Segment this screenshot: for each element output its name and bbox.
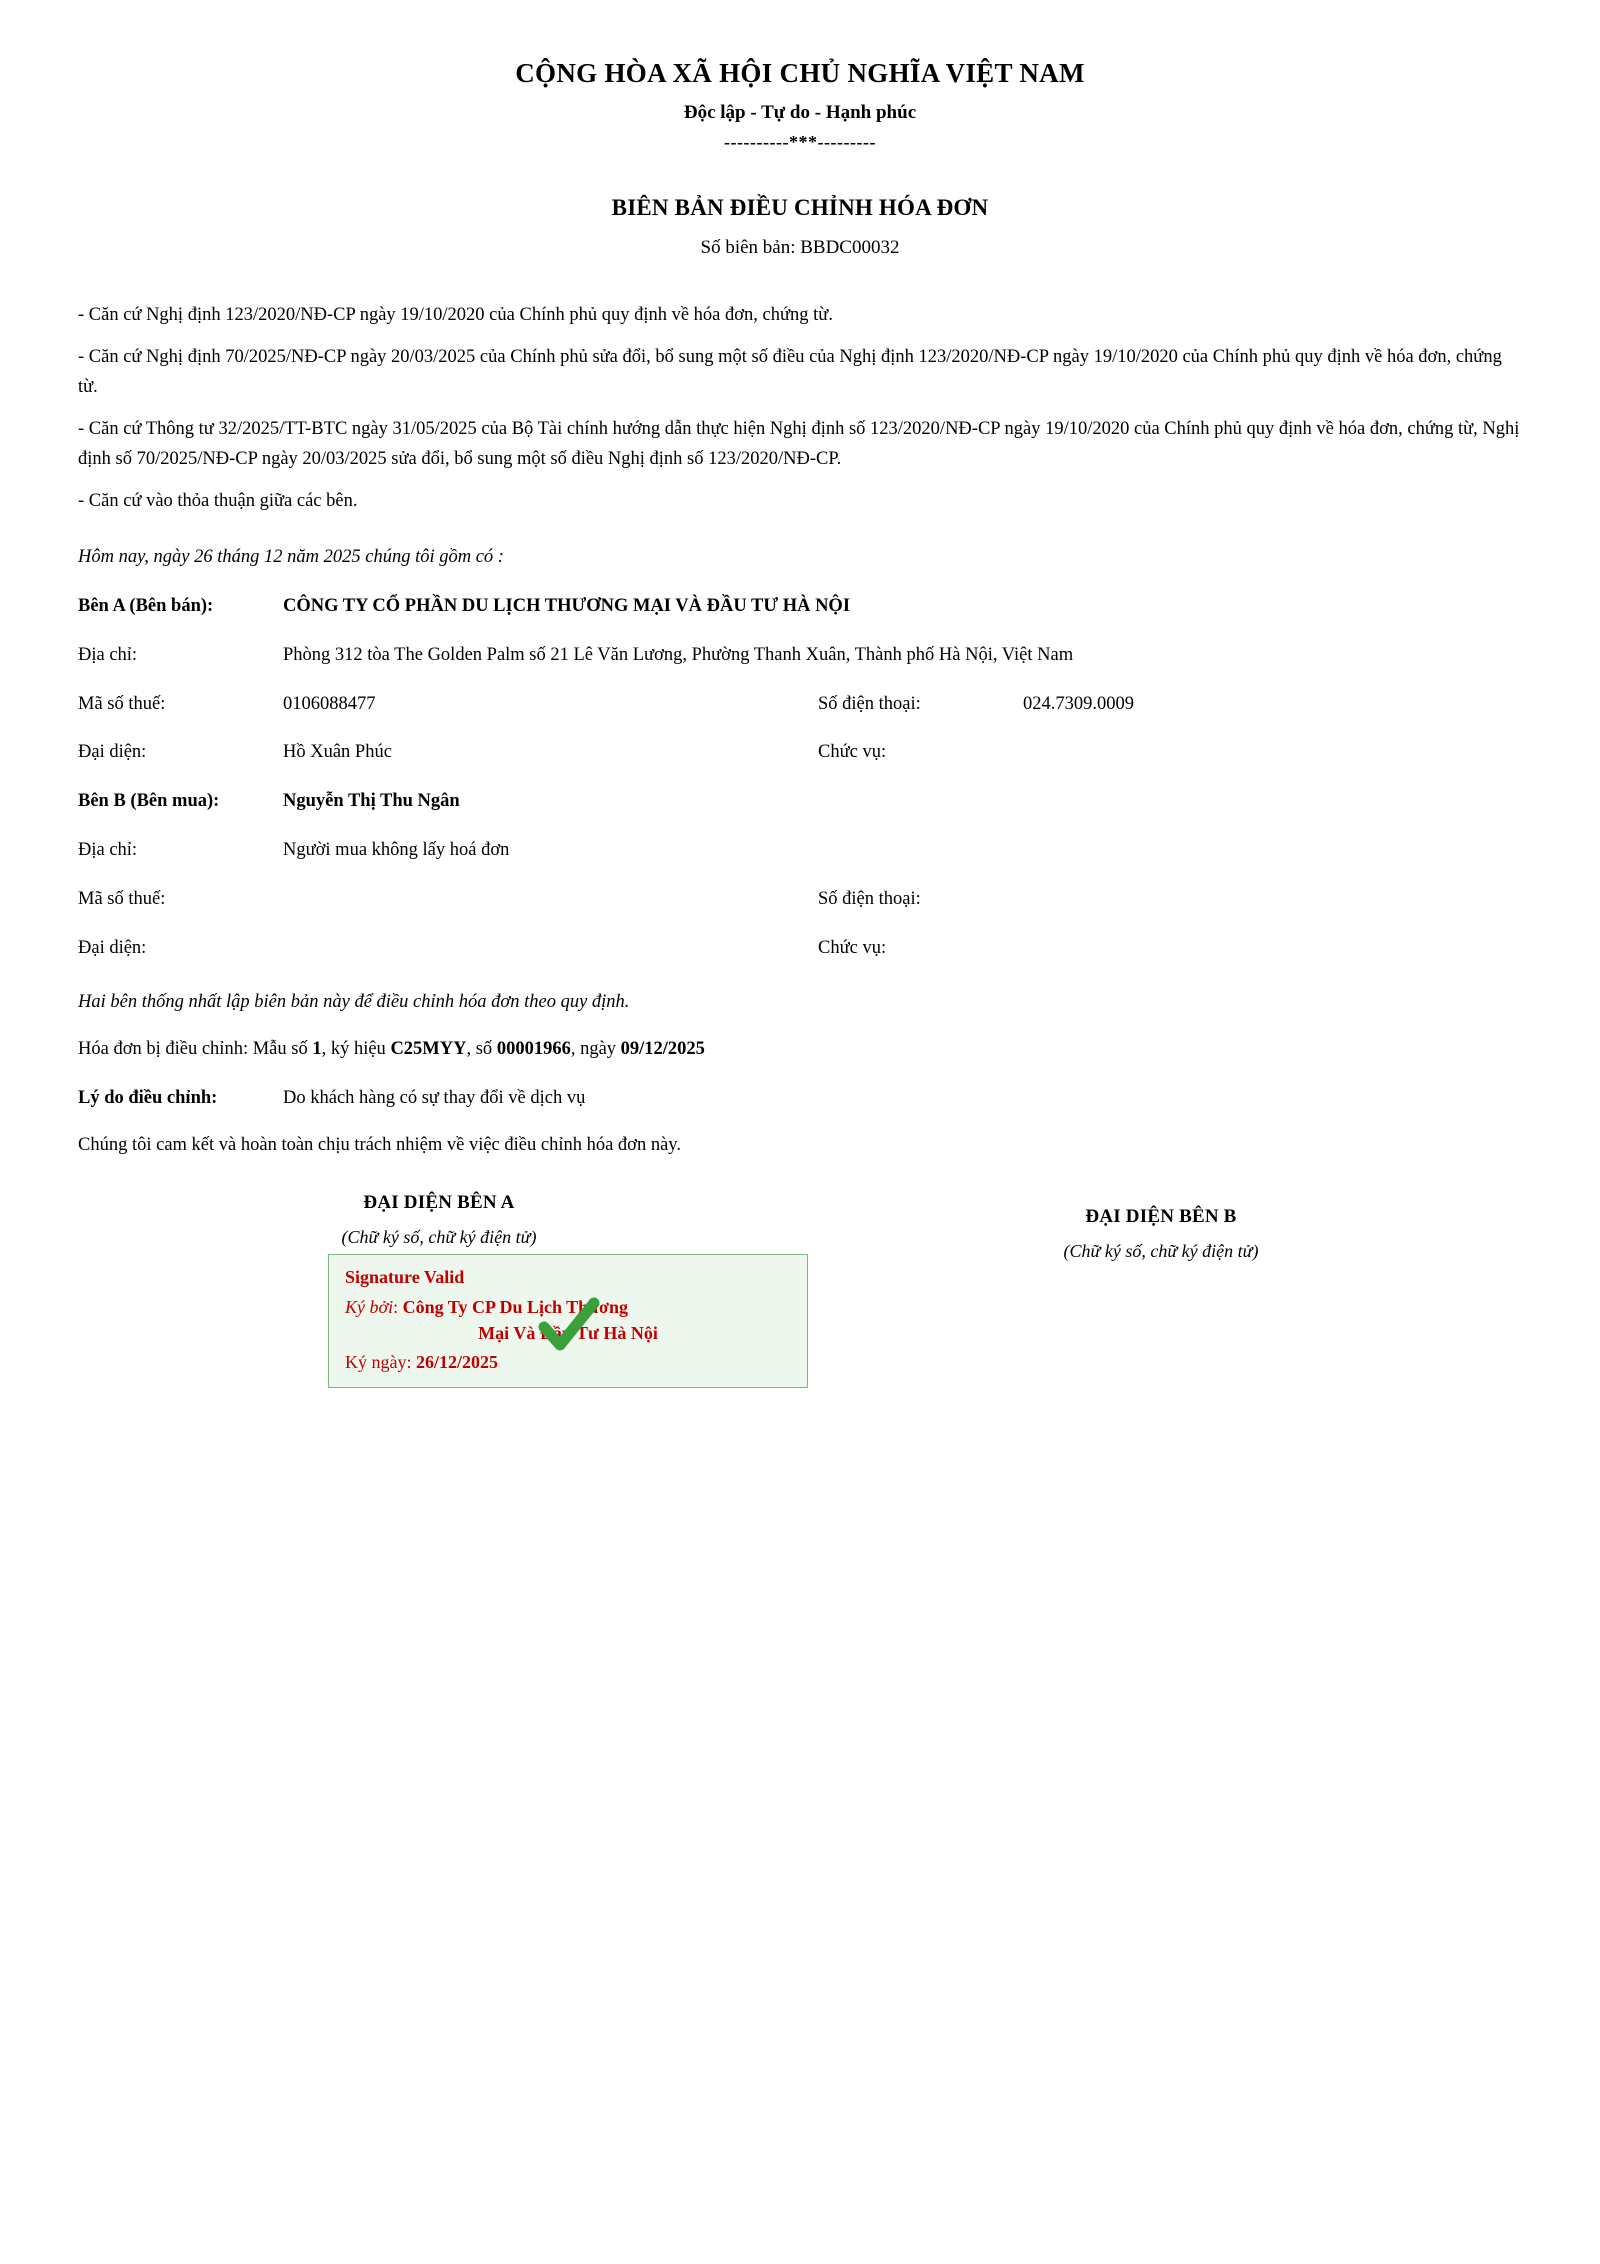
party-b-label: Bên B (Bên mua): [78, 791, 220, 812]
adjusted-invoice-mid3: , ngày [570, 1038, 621, 1059]
signature-block-a [78, 1191, 800, 1373]
adjusted-invoice-date: 09/12/2025 [620, 1038, 705, 1059]
header-separator: ----------***--------- [724, 132, 876, 152]
signed-by-sep: : [393, 1296, 403, 1317]
party-a-rep-row [78, 740, 1522, 766]
signature-b-title: ĐẠI DIỆN BÊN B [1085, 1205, 1237, 1227]
signature-b-subtitle: (Chữ ký số, chữ ký điện tử) [1063, 1240, 1259, 1261]
adjusted-invoice-prefix: Hóa đơn bị điều chỉnh: Mẫu số [78, 1038, 313, 1059]
party-b-tax-label: Mã số thuế: [78, 889, 166, 910]
party-b-address-row [78, 838, 1522, 864]
adjusted-invoice-number: 00001966 [496, 1038, 571, 1059]
signature-valid-text: Signature Valid [345, 1266, 465, 1287]
signature-section [78, 1191, 1522, 1373]
party-a-address-label: Địa chỉ: [78, 644, 138, 665]
party-a-label: Bên A (Bên bán): [78, 595, 214, 616]
reason-row [78, 1088, 1522, 1109]
reason-label: Lý do điều chỉnh: [78, 1087, 218, 1108]
legal-basis-item: - Căn cứ vào thỏa thuận giữa các bên. [78, 490, 358, 511]
signed-date-sep: : [406, 1352, 417, 1373]
party-a-name-row [78, 594, 1522, 620]
party-b-phone-label: Số điện thoại: [818, 889, 921, 910]
party-b-address-label: Địa chỉ: [78, 840, 138, 861]
party-b-name-row [78, 789, 1522, 815]
national-motto: Độc lập - Tự do - Hạnh phúc [683, 102, 917, 123]
party-a-tax: 0106088477 [283, 693, 376, 714]
legal-basis-item: - Căn cứ Nghị định 70/2025/NĐ-CP ngày 20/03/2025 của Chính phủ sửa đổi, bổ sung một số điều của Nghị định 123/2020/NĐ-CP ngày 19/10/2020 của Chính phủ quy định về hóa đơn, chứng từ. [78, 346, 1502, 397]
party-b-name: Nguyễn Thị Thu Ngân [283, 791, 460, 812]
party-a-tax-label: Mã số thuế: [78, 693, 166, 714]
adjusted-invoice-line [78, 1039, 1522, 1060]
signed-by-label: Ký bởi [345, 1296, 394, 1317]
party-b-rep-label: Đại diện: [78, 938, 147, 959]
legal-basis-section [78, 301, 1522, 517]
party-b-rep-row [78, 936, 1522, 962]
party-b-position-label: Chức vụ: [818, 938, 887, 959]
party-b-tax-row [78, 887, 1522, 913]
party-a-rep-label: Đại diện: [78, 742, 147, 763]
commitment-line: Chúng tôi cam kết và hoàn toàn chịu trách nhiệm về việc điều chỉnh hóa đơn này. [78, 1134, 681, 1155]
reason-value: Do khách hàng có sự thay đổi về dịch vụ [283, 1087, 586, 1108]
adjusted-invoice-serial: C25MYY [390, 1038, 467, 1059]
signature-a-subtitle: (Chữ ký số, chữ ký điện tử) [341, 1226, 537, 1247]
signature-a-title: ĐẠI DIỆN BÊN A [363, 1191, 515, 1213]
digital-signature-stamp [328, 1254, 808, 1388]
document-number: Số biên bản: BBDC00032 [700, 237, 900, 258]
signature-block-b [800, 1192, 1522, 1262]
party-a-phone: 024.7309.0009 [1023, 693, 1134, 714]
today-line: Hôm nay, ngày 26 tháng 12 năm 2025 chúng tôi gồm có : [78, 546, 504, 567]
adjusted-invoice-mid1: , ký hiệu [321, 1038, 391, 1059]
adjusted-invoice-mid2: , số [466, 1038, 497, 1059]
document-title: BIÊN BẢN ĐIỀU CHỈNH HÓA ĐƠN [611, 195, 989, 220]
party-a-address: Phòng 312 tòa The Golden Palm số 21 Lê Văn Lương, Phường Thanh Xuân, Thành phố Hà Nội, Việt Nam [283, 644, 1074, 665]
legal-basis-item: - Căn cứ Nghị định 123/2020/NĐ-CP ngày 19/10/2020 của Chính phủ quy định về hóa đơn, chứng từ. [78, 305, 833, 325]
adjusted-invoice-form-no: 1 [312, 1038, 322, 1059]
party-a-tax-row [78, 692, 1522, 718]
party-a-position-label: Chức vụ: [818, 742, 887, 763]
signed-date-value: 26/12/2025 [416, 1352, 499, 1373]
party-a-phone-label: Số điện thoại: [818, 693, 921, 714]
party-b-address: Người mua không lấy hoá đơn [283, 840, 510, 861]
party-a-name: CÔNG TY CỔ PHẦN DU LỊCH THƯƠNG MẠI VÀ ĐẦU TƯ HÀ NỘI [283, 595, 851, 616]
agreement-line: Hai bên thống nhất lập biên bản này để điều chỉnh hóa đơn theo quy định. [78, 991, 630, 1012]
parties-section [78, 594, 1522, 962]
signature-signed-by [345, 1294, 791, 1346]
legal-basis-item: - Căn cứ Thông tư 32/2025/TT-BTC ngày 31/05/2025 của Bộ Tài chính hướng dẫn thực hiện Nghị định số 123/2020/NĐ-CP ngày 19/10/2020 của Chính phủ quy định về hóa đơn, chứng từ, Nghị định số 70/2025/NĐ-CP ngày 20/03/2025 sửa đổi, bổ sung một số điều Nghị định số 123/2020/NĐ-CP. [78, 418, 1520, 469]
signature-signed-date [345, 1352, 791, 1373]
signed-date-label: Ký ngày [345, 1352, 407, 1373]
party-a-address-row [78, 643, 1522, 669]
party-a-rep: Hồ Xuân Phúc [283, 742, 392, 763]
national-title: CỘNG HÒA XÃ HỘI CHỦ NGHĨA VIỆT NAM [515, 58, 1085, 88]
signed-by-line1: Công Ty CP Du Lịch Thương [402, 1296, 628, 1317]
signed-by-line2: Mại Và Đầu Tư Hà Nội [478, 1323, 658, 1344]
